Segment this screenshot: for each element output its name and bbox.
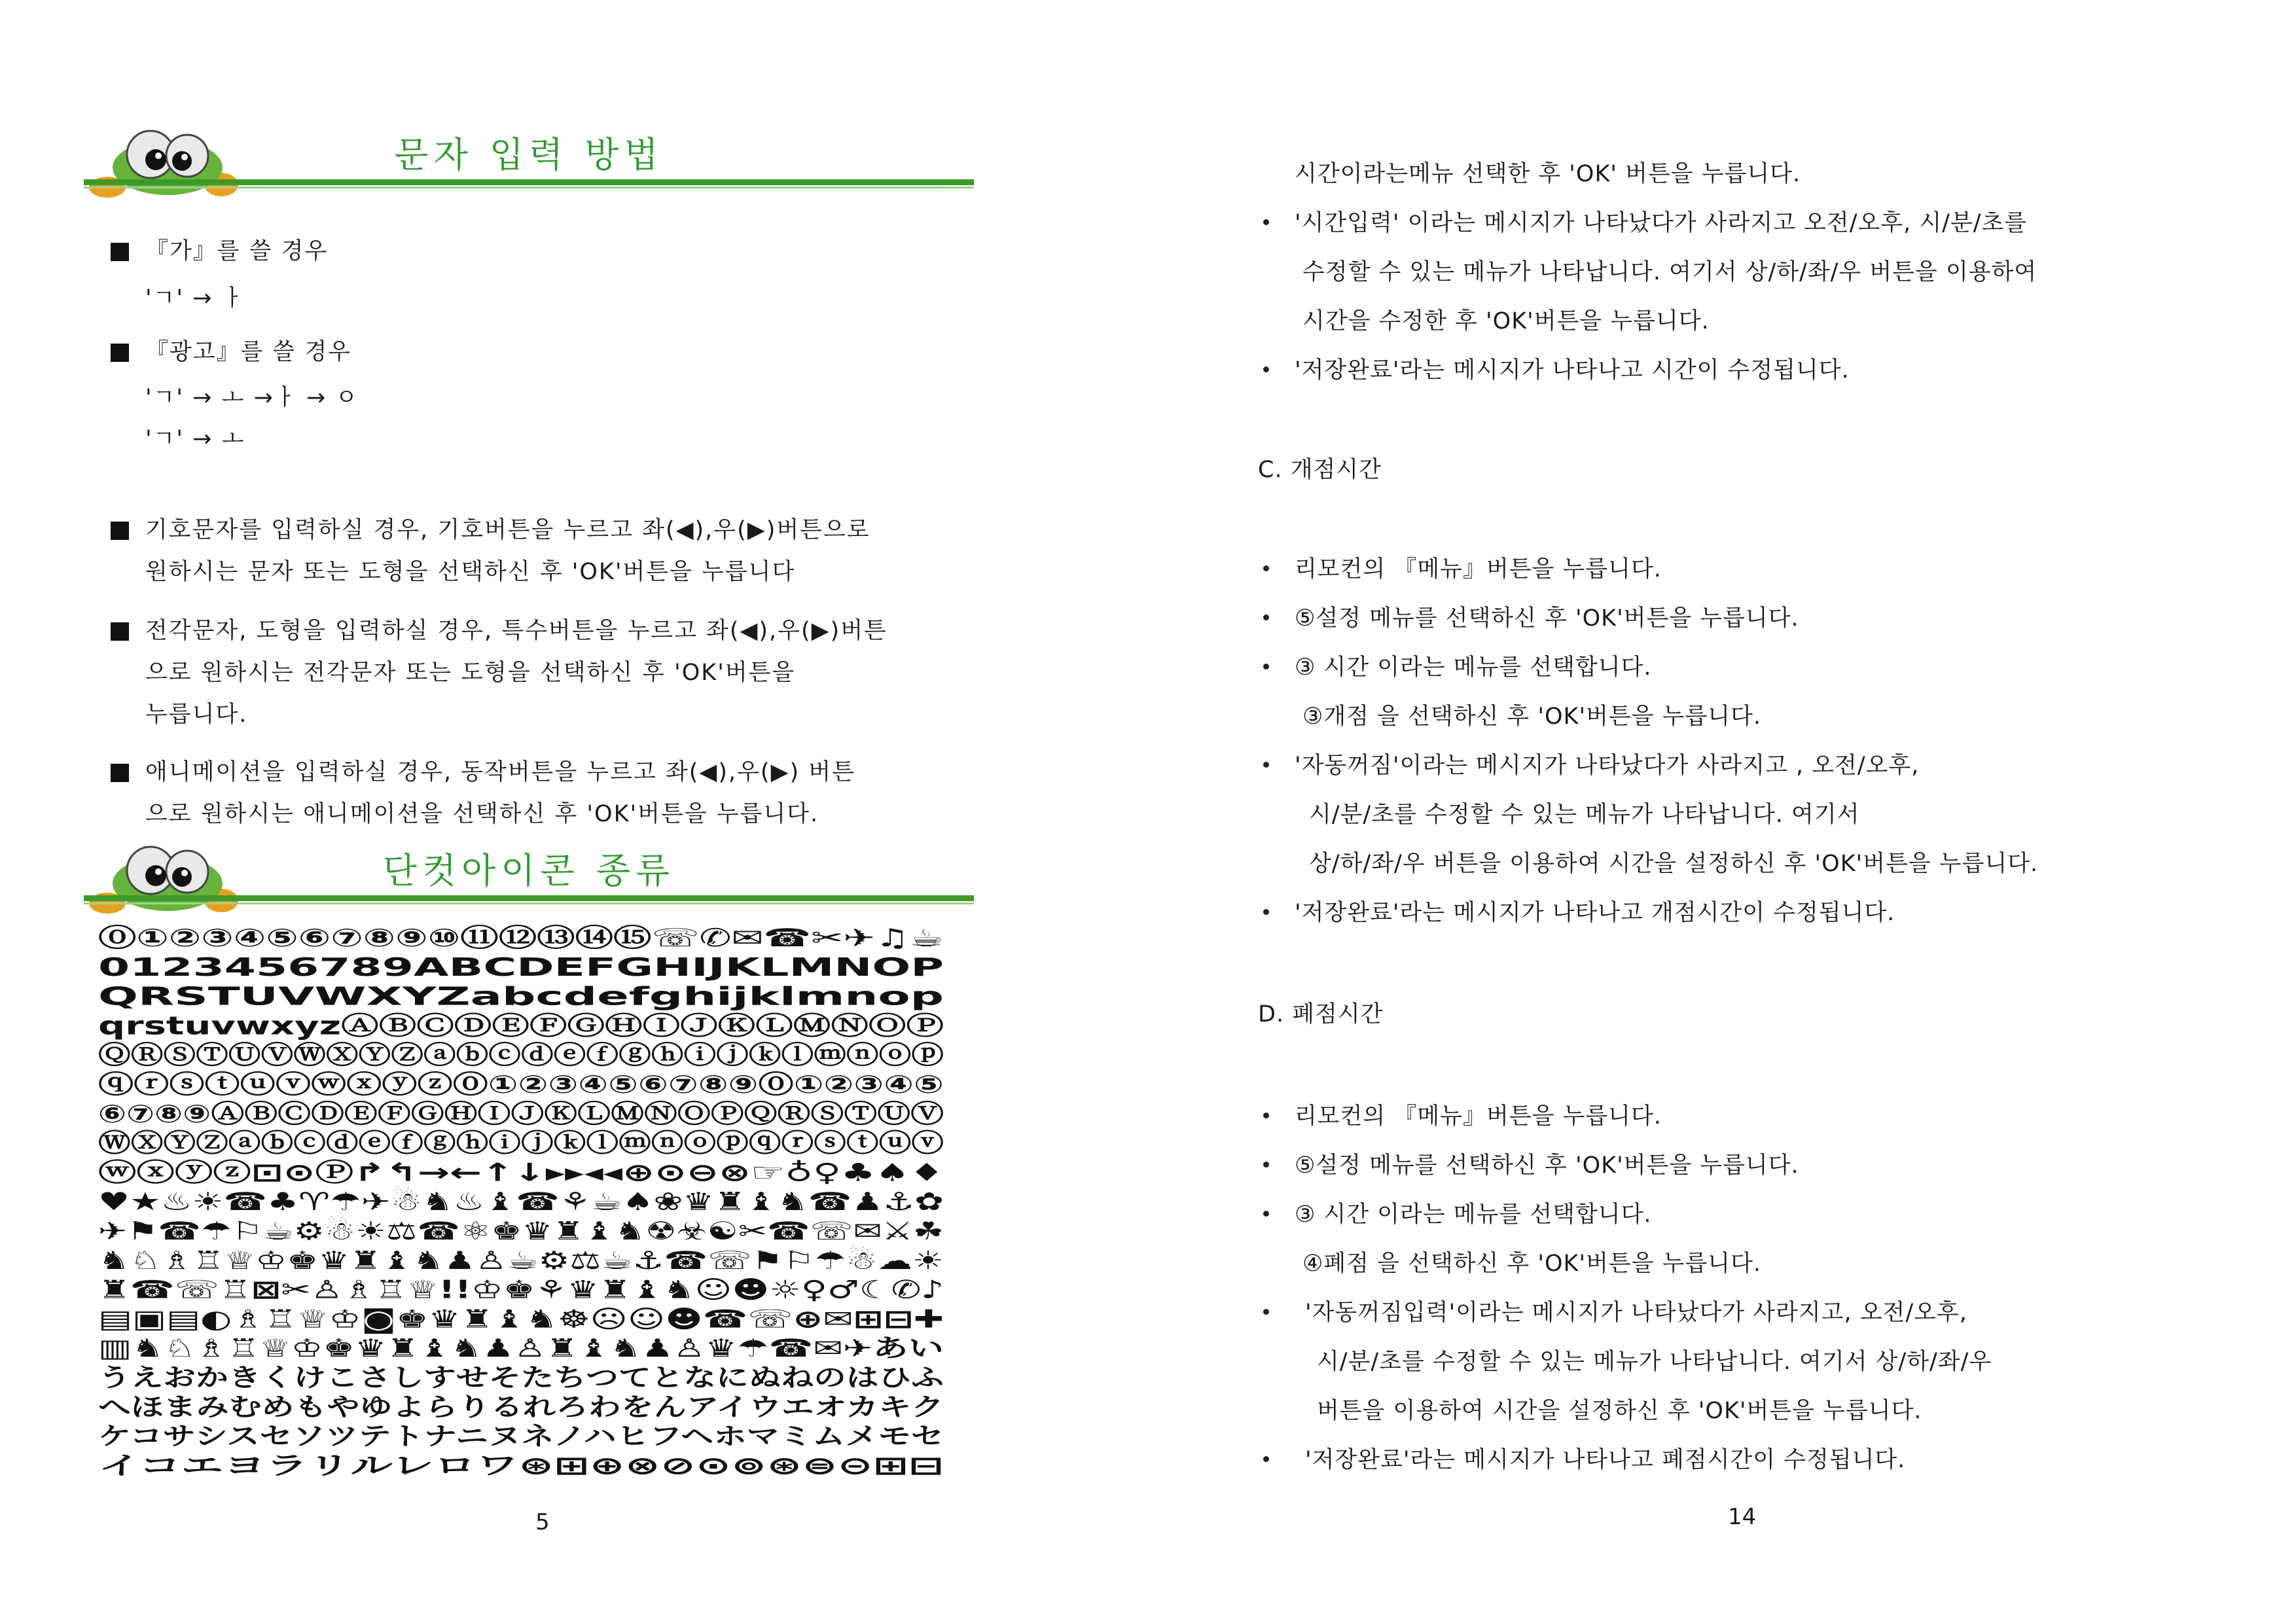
instruction-bullet: ③ 시간 이라는 메뉴를 선택합니다. [1295,654,1652,681]
icon-row: ⓌⓍⓎⓏⓐⓑⓒⓓⓔⓕⓖⓗⓘⓙⓚⓛⓜⓝⓞⓟⓠⓡⓢⓣⓤⓥ [98,1128,944,1158]
instruction-line: 시간이라는메뉴 선택한 후 'OK' 버튼을 누릅니다. [1295,161,1801,187]
bullet-line: 원하시는 문자 또는 도형을 선택하신 후 'OK'버튼을 누릅니다 [145,559,796,585]
section-header-icon-types [84,840,974,925]
instruction-bullet: '저장완료'라는 메시지가 나타나고 시간이 수정됩니다. [1295,357,1850,383]
page-number-left: 5 [535,1509,550,1535]
icon-row: QRSTUVWXYZabcdefghijklmnop [98,982,944,1011]
example-label: 『가』를 쓸 경우 [145,238,329,264]
instruction-line: ③개점 을 선택하신 후 'OK'버튼을 누릅니다. [1302,704,1762,730]
instruction-bullet: '자동꺼짐'이라는 메시지가 나타났다가 사라지고 , 오전/오후, [1295,753,1920,779]
icon-row: ♜☎☏♖⊠✂♙♗♖♕!!♔♚⚘♛♜♝♞☺☻☼♀♂☾✆♪ [98,1275,944,1304]
instruction-bullet: ③ 시간 이라는 메뉴를 선택합니다. [1295,1202,1652,1228]
bullet-dot [1263,615,1269,620]
instruction-line: 수정할 수 있는 메뉴가 나타납니다. 여기서 상/하/좌/우 버튼을 이용하여 [1302,259,2037,285]
bullet-dot [1263,1113,1269,1118]
instruction-bullet: '시간입력' 이라는 메시지가 나타났다가 사라지고 오전/오후, 시/분/초를 [1295,210,2028,236]
icon-row: へほまみむめもやゆよらりるれろわをんアイウエオカキク [98,1392,944,1421]
bullet-dot [1263,1309,1269,1315]
bullet-line: 으로 원하시는 애니메이션을 선택하신 후 'OK'버튼을 누릅니다. [145,801,819,827]
bullet-dot [1263,762,1269,768]
example-line: 'ㄱ' → ㅗ →ㅏ → ㅇ [145,385,359,411]
instruction-bullet: '저장완료'라는 메시지가 나타나고 개점시간이 수정됩니다. [1295,900,1895,926]
example-line: 'ㄱ' → ㅗ [145,426,245,452]
instruction-line: ④폐점 을 선택하신 후 'OK'버튼을 누릅니다. [1302,1251,1762,1277]
frog-mascot-icon [84,840,241,918]
instruction-bullet: ⑤설정 메뉴를 선택하신 후 'OK'버튼을 누릅니다. [1295,1152,1799,1179]
example-line: 'ㄱ' → ㅏ [145,285,245,312]
bullet-dot [1263,664,1269,669]
instruction-bullet: 리모컨의 『메뉴』버튼을 누릅니다. [1295,556,1662,582]
frog-mascot-icon [84,124,241,202]
bullet-dot [1263,1162,1269,1168]
icon-row: ⑥⑦⑧⑨ⒶⒷⒸⒹⒺⒻⒼⒽⒾⒿⓀⓁⓂⓃⓄⓅⓆⓇⓈⓉⓊⓋ [98,1099,944,1128]
bullet-dot [1263,1456,1269,1462]
section-title: 단컷아이콘 종류 [382,850,675,891]
instruction-bullet: ⑤설정 메뉴를 선택하신 후 'OK'버튼을 누릅니다. [1295,605,1799,632]
icon-row: ▥♞♘♗♖♕♔♚♛♜♝♞♟♙♜♝♞♟♙♛☂☎✉✈あい [98,1334,944,1363]
icon-chart [93,924,949,1482]
icon-row: ⓠⓡⓢⓣⓤⓥⓦⓧⓨⓩ⓪①②③④⑤⑥⑦⑧⑨⓪①②③④⑤ [98,1070,944,1099]
section-title: 문자 입력 방법 [394,134,664,175]
instruction-line: 시간을 수정한 후 'OK'버튼을 누릅니다. [1302,308,1710,334]
instruction-line: 버튼을 이용하여 시간을 설정하신 후 'OK'버튼을 누릅니다. [1317,1398,1922,1424]
instruction-bullet: '자동꺼짐입력'이라는 메시지가 나타났다가 사라지고, 오전/오후, [1305,1300,1967,1326]
icon-row: ♥★♨☀☎♣♈☂✈☃♞♨♝☎⚘☕♠❀♛♜♝♞☎♟⚓✿ [98,1187,700,1217]
bullet-dot [1263,1211,1269,1217]
icon-row: qrstuvwxyzⒶⒷⒸⒹⒺⒻⒼⒽⒾⒿⓀⓁⓂⓃⓄⓅ [98,1011,944,1041]
page-number-right: 14 [1728,1504,1757,1530]
instruction-line: 상/하/좌/우 버튼을 이용하여 시간을 설정하신 후 'OK'버튼을 누릅니다. [1309,851,2039,877]
icon-row: ♞♘♗♖♕♔♚♛♜♝♞♟♙☕⚙⚖☕⚓☎☏⚑⚐☂☃☁☀ [98,1245,698,1275]
icon-row: イコエヨラリルレロワ⊛⊞⊕⊗⊘⊙⊚⊛⊜⊝⊞⊟ [98,1451,944,1480]
instruction-line: 시/분/초를 수정할 수 있는 메뉴가 나타납니다. 여기서 [1309,802,1860,828]
bullet-line: 전각문자, 도형을 입력하실 경우, 특수버튼을 누르고 좌(◀),우(▶)버튼 [145,618,888,644]
bullet-dot [1263,219,1269,225]
bullet-line: 애니메이션을 입력하실 경우, 동작버튼을 누르고 좌(◀),우(▶) 버튼 [145,759,855,785]
instruction-bullet: 리모컨의 『메뉴』버튼을 누릅니다. [1295,1103,1662,1130]
icon-row: うえおかきくけこさしすせそたちつてとなにぬねのはひふ [98,1363,944,1392]
icon-grid [93,924,949,1482]
section-header-input-method [84,124,974,209]
example-label: 『광고』를 쓸 경우 [145,339,352,365]
bullet-dot [1263,366,1269,372]
icon-row: ⓪①②③④⑤⑥⑦⑧⑨⑩⑪⑫⑬⑭⑮☏✆✉☎✂✈♫☕ [98,924,944,952]
bullet-dot [1263,909,1269,915]
icon-row: ✈⚑☎☂⚐☕⚙☃☀⚖☎⚛♚♛♜♝♞☢☣☯✂☎☏✉⚔☘ [98,1217,709,1245]
icon-row: ⓆⓇⓈⓉⓊⓋⓌⓍⓎⓏⓐⓑⓒⓓⓔⓕⓖⓗⓘⓙⓚⓛⓜⓝⓞⓟ [98,1041,944,1070]
instruction-line: D. 폐점시간 [1258,1001,1384,1027]
icon-row: ケコサシスセソツテトナニヌネノハヒフヘホマミムメモセ [98,1421,944,1451]
icon-row: ⓦⓧⓨⓩ⊡⊙Ⓟ↱↰→←↑↓▸▸◂◂⊕⊙⊖⊗☞♁♀♣♠♦ [98,1158,944,1187]
instruction-line: C. 개점시간 [1258,457,1382,483]
instruction-bullet: '저장완료'라는 메시지가 나타나고 폐점시간이 수정됩니다. [1305,1447,1906,1473]
bullet-line: 으로 원하시는 전각문자 또는 도형을 선택하신 후 'OK'버튼을 [145,660,796,686]
bullet-line: 기호문자를 입력하실 경우, 기호버튼을 누르고 좌(◀),우(▶)버튼으로 [145,517,870,543]
bullet-line: 누릅니다. [145,702,248,728]
icon-row: 0123456789ABCDEFGHIJKLMNOP [98,952,944,982]
bullet-dot [1263,565,1269,571]
instruction-line: 시/분/초를 수정할 수 있는 메뉴가 나타납니다. 여기서 상/하/좌/우 [1317,1349,1992,1375]
icon-row: ▤▣▤◐♗♖♕♔◙♚♛♜♝♞☸☹☺☻☎☏⊕✉⊞⊟✚ [98,1304,682,1334]
